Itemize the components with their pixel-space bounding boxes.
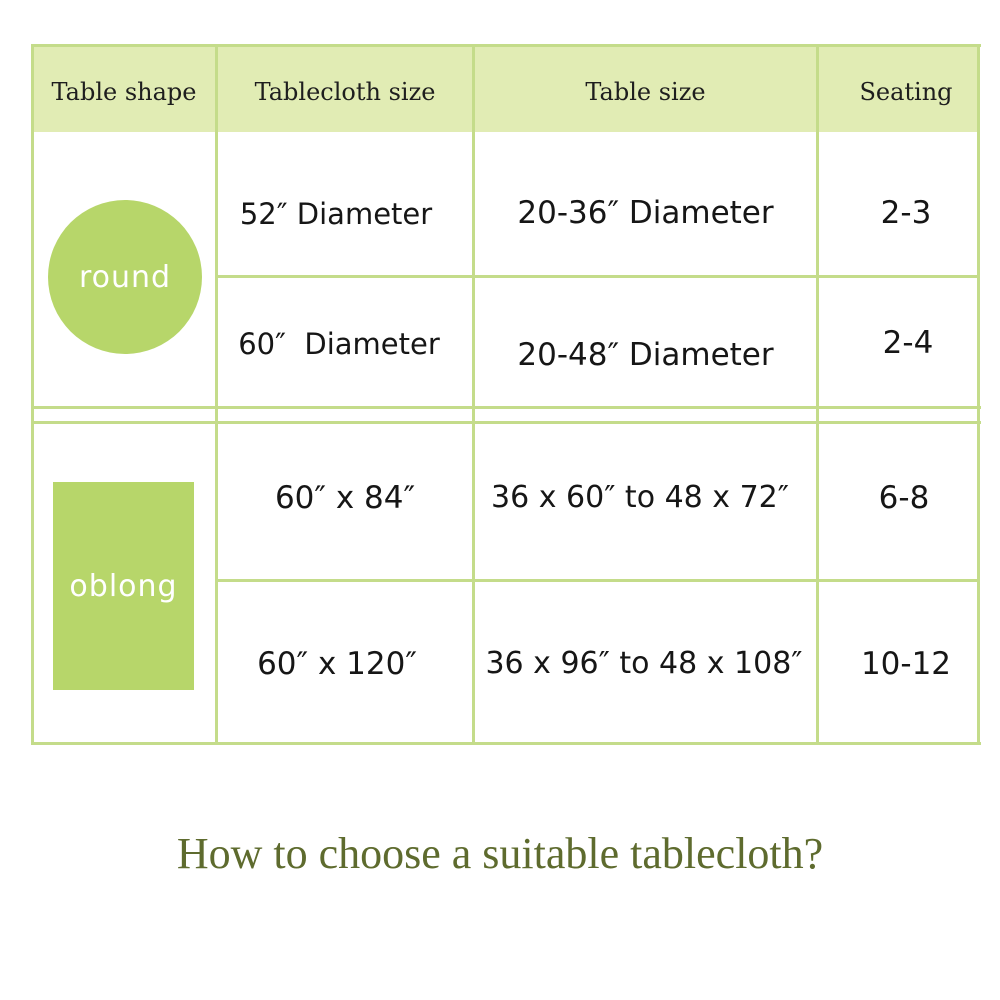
round-row-2-tablecloth: 60″ Diameter <box>238 327 440 361</box>
oblong-shape-icon <box>53 482 194 690</box>
table-border-left <box>31 44 34 745</box>
oblong-shape-label: oblong <box>69 568 178 604</box>
table-border-top <box>31 44 981 47</box>
round-row-divider <box>217 275 979 278</box>
round-row-1-tablecloth: 52″ Diameter <box>239 197 433 231</box>
column-divider-3 <box>816 44 819 745</box>
round-row-1-table: 20-36″ Diameter <box>517 195 774 231</box>
oblong-row-2-table: 36 x 96″ to 48 x 108″ <box>485 646 803 681</box>
oblong-row-2-tablecloth: 60″ x 120″ <box>257 646 417 682</box>
oblong-row-1-seating: 6-8 <box>878 480 930 516</box>
round-shape-label: round <box>78 259 172 295</box>
round-shape-icon <box>48 200 202 354</box>
table-border-right <box>977 44 980 745</box>
group-divider-a <box>31 406 981 409</box>
round-row-1-seating: 2-3 <box>880 195 932 231</box>
round-row-2-seating: 2-4 <box>882 325 934 361</box>
table-border-bottom <box>31 742 981 745</box>
column-divider-2 <box>472 44 475 745</box>
oblong-row-divider <box>217 579 979 582</box>
oblong-row-1-table: 36 x 60″ to 48 x 72″ <box>491 480 789 515</box>
header-table-size: Table size <box>585 78 706 106</box>
group-divider-b <box>31 421 981 424</box>
header-seating: Seating <box>859 78 953 106</box>
header-tablecloth-size: Tablecloth size <box>254 78 436 106</box>
oblong-row-1-tablecloth: 60″ x 84″ <box>274 480 416 516</box>
column-divider-1 <box>215 44 218 745</box>
oblong-row-2-seating: 10-12 <box>860 646 952 682</box>
header-table-shape: Table shape <box>51 78 197 106</box>
round-row-2-table: 20-48″ Diameter <box>517 337 774 373</box>
page-caption: How to choose a suitable tablecloth? <box>176 829 824 878</box>
